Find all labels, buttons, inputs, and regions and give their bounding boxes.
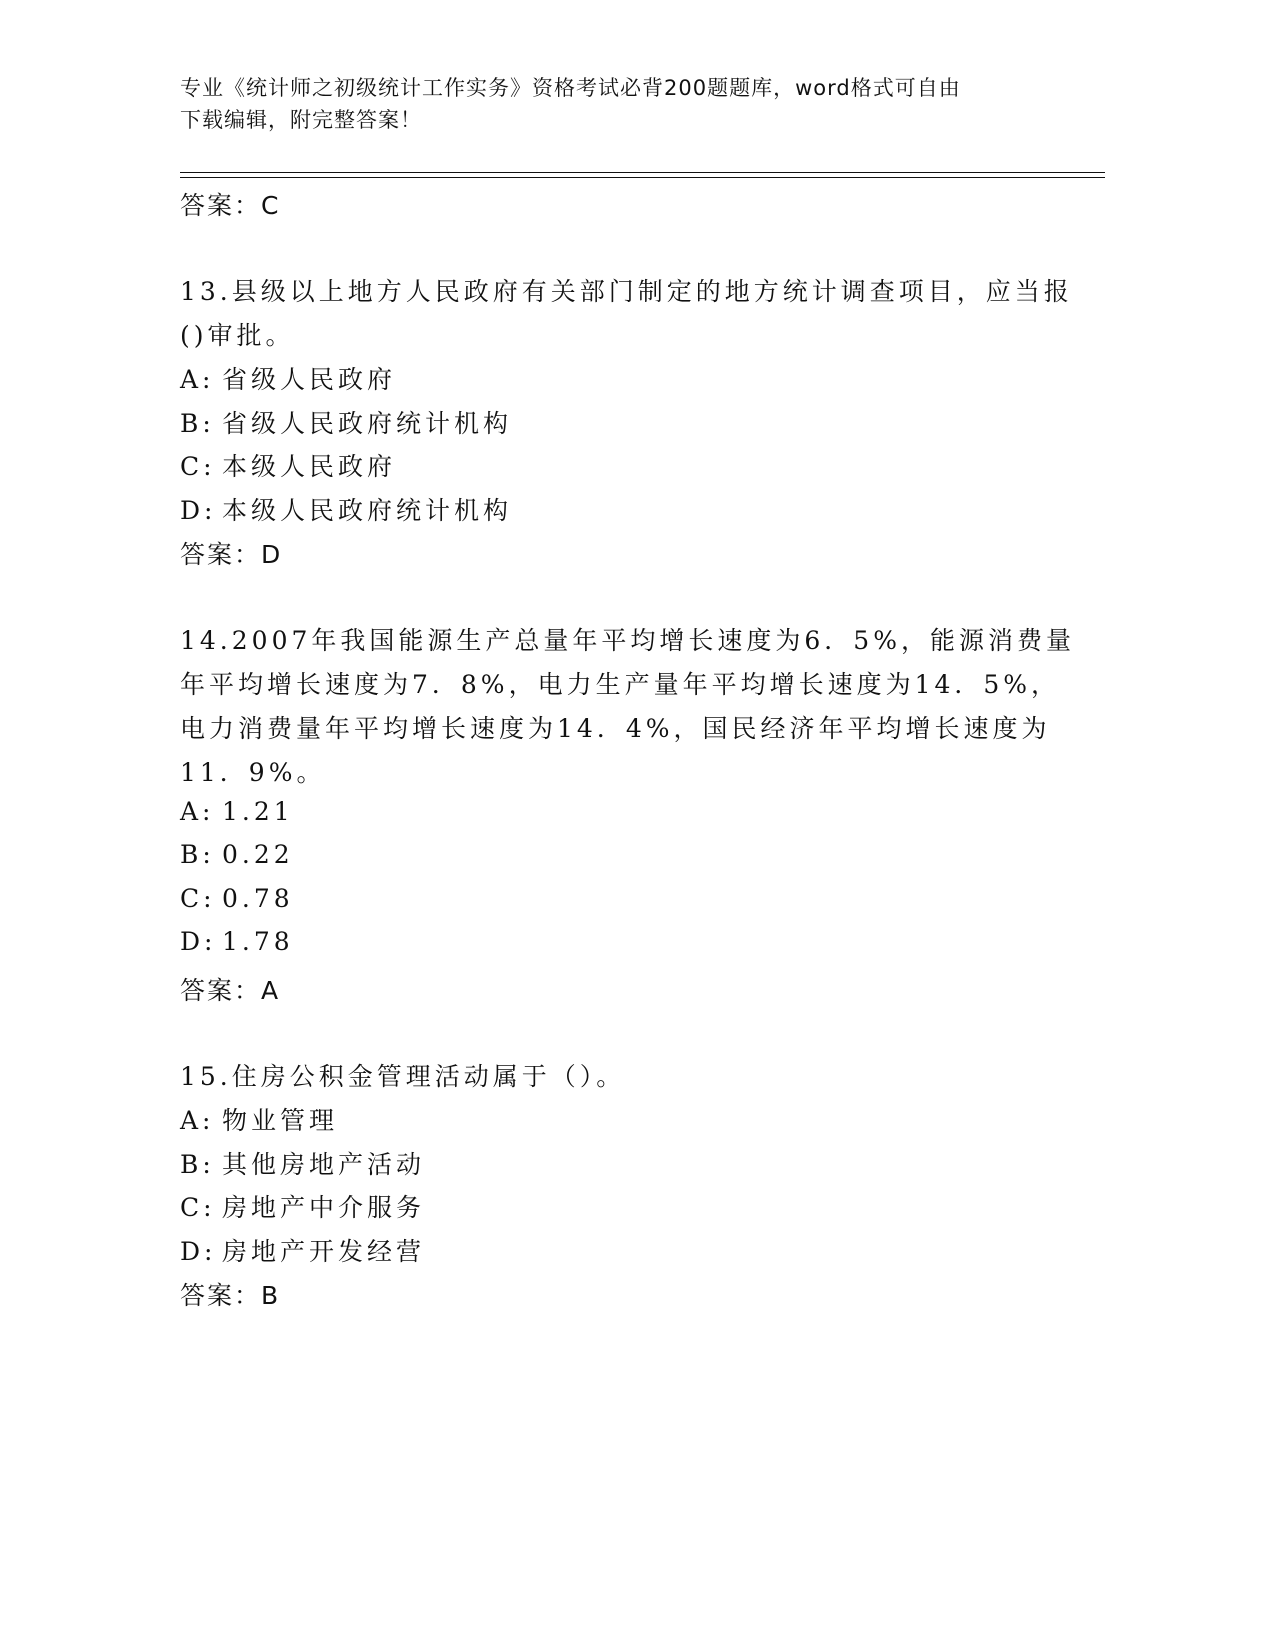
option-c xyxy=(180,1188,425,1224)
option-b xyxy=(180,840,294,869)
option-text: 0.22 xyxy=(222,840,294,869)
option-key: C: xyxy=(180,452,216,481)
option-a xyxy=(180,797,294,826)
option-key: A: xyxy=(180,1106,215,1135)
previous-question-answer: 答案：C xyxy=(180,191,281,220)
question-text-line: 年平均增长速度为7．8%，电力生产量年平均增长速度为14．5%， xyxy=(180,670,1061,699)
option-text: 房地产中介服务 xyxy=(222,1193,426,1222)
option-key: D: xyxy=(180,1237,217,1266)
document-header xyxy=(180,72,1040,136)
option-text: 其他房地产活动 xyxy=(222,1150,426,1179)
question-text-line: 11．9%。 xyxy=(180,758,326,787)
header-rule-top xyxy=(180,172,1105,173)
header-rule-bottom xyxy=(180,177,1105,178)
option-d xyxy=(180,927,294,956)
header-title-line-2: 下载编辑，附完整答案！ xyxy=(180,108,422,132)
option-key: B: xyxy=(180,840,215,869)
question-answer: 答案：A xyxy=(180,976,281,1005)
option-d xyxy=(180,1232,425,1268)
option-key: C: xyxy=(180,884,216,913)
option-text: 1.21 xyxy=(222,797,294,826)
option-b xyxy=(180,404,512,440)
option-text: 房地产开发经营 xyxy=(222,1237,426,1266)
option-d xyxy=(180,491,512,527)
option-text: 1.78 xyxy=(222,927,294,956)
option-a xyxy=(180,1101,338,1137)
option-a xyxy=(180,360,396,396)
option-text: 物业管理 xyxy=(222,1106,339,1135)
question-text-line: 13.县级以上地方人民政府有关部门制定的地方统计调查项目，应当报 xyxy=(180,277,1073,306)
option-text: 本级人民政府统计机构 xyxy=(222,496,513,525)
option-text: 省级人民政府统计机构 xyxy=(222,409,513,438)
option-text: 省级人民政府 xyxy=(222,365,397,394)
question-text-line: 14.2007年我国能源生产总量年平均增长速度为6．5%，能源消费量 xyxy=(180,626,1075,655)
option-key: B: xyxy=(180,1150,215,1179)
header-title-line-1: 专业《统计师之初级统计工作实务》资格考试必背200题题库，word格式可自由 xyxy=(180,76,961,100)
option-key: A: xyxy=(180,365,215,394)
question-text-line: ()审批。 xyxy=(180,321,295,350)
option-key: B: xyxy=(180,409,215,438)
question-answer: 答案：B xyxy=(180,1281,281,1310)
option-key: D: xyxy=(180,496,217,525)
question-answer: 答案：D xyxy=(180,540,283,569)
option-b xyxy=(180,1145,425,1181)
option-c xyxy=(180,884,294,913)
option-c xyxy=(180,447,396,483)
option-text: 0.78 xyxy=(222,884,294,913)
option-key: C: xyxy=(180,1193,216,1222)
option-key: D: xyxy=(180,927,217,956)
question-text-line: 15.住房公积金管理活动属于（）。 xyxy=(180,1062,626,1091)
question-text-line: 电力消费量年平均增长速度为14．4%，国民经济年平均增长速度为 xyxy=(180,714,1051,743)
option-key: A: xyxy=(180,797,215,826)
option-text: 本级人民政府 xyxy=(222,452,397,481)
